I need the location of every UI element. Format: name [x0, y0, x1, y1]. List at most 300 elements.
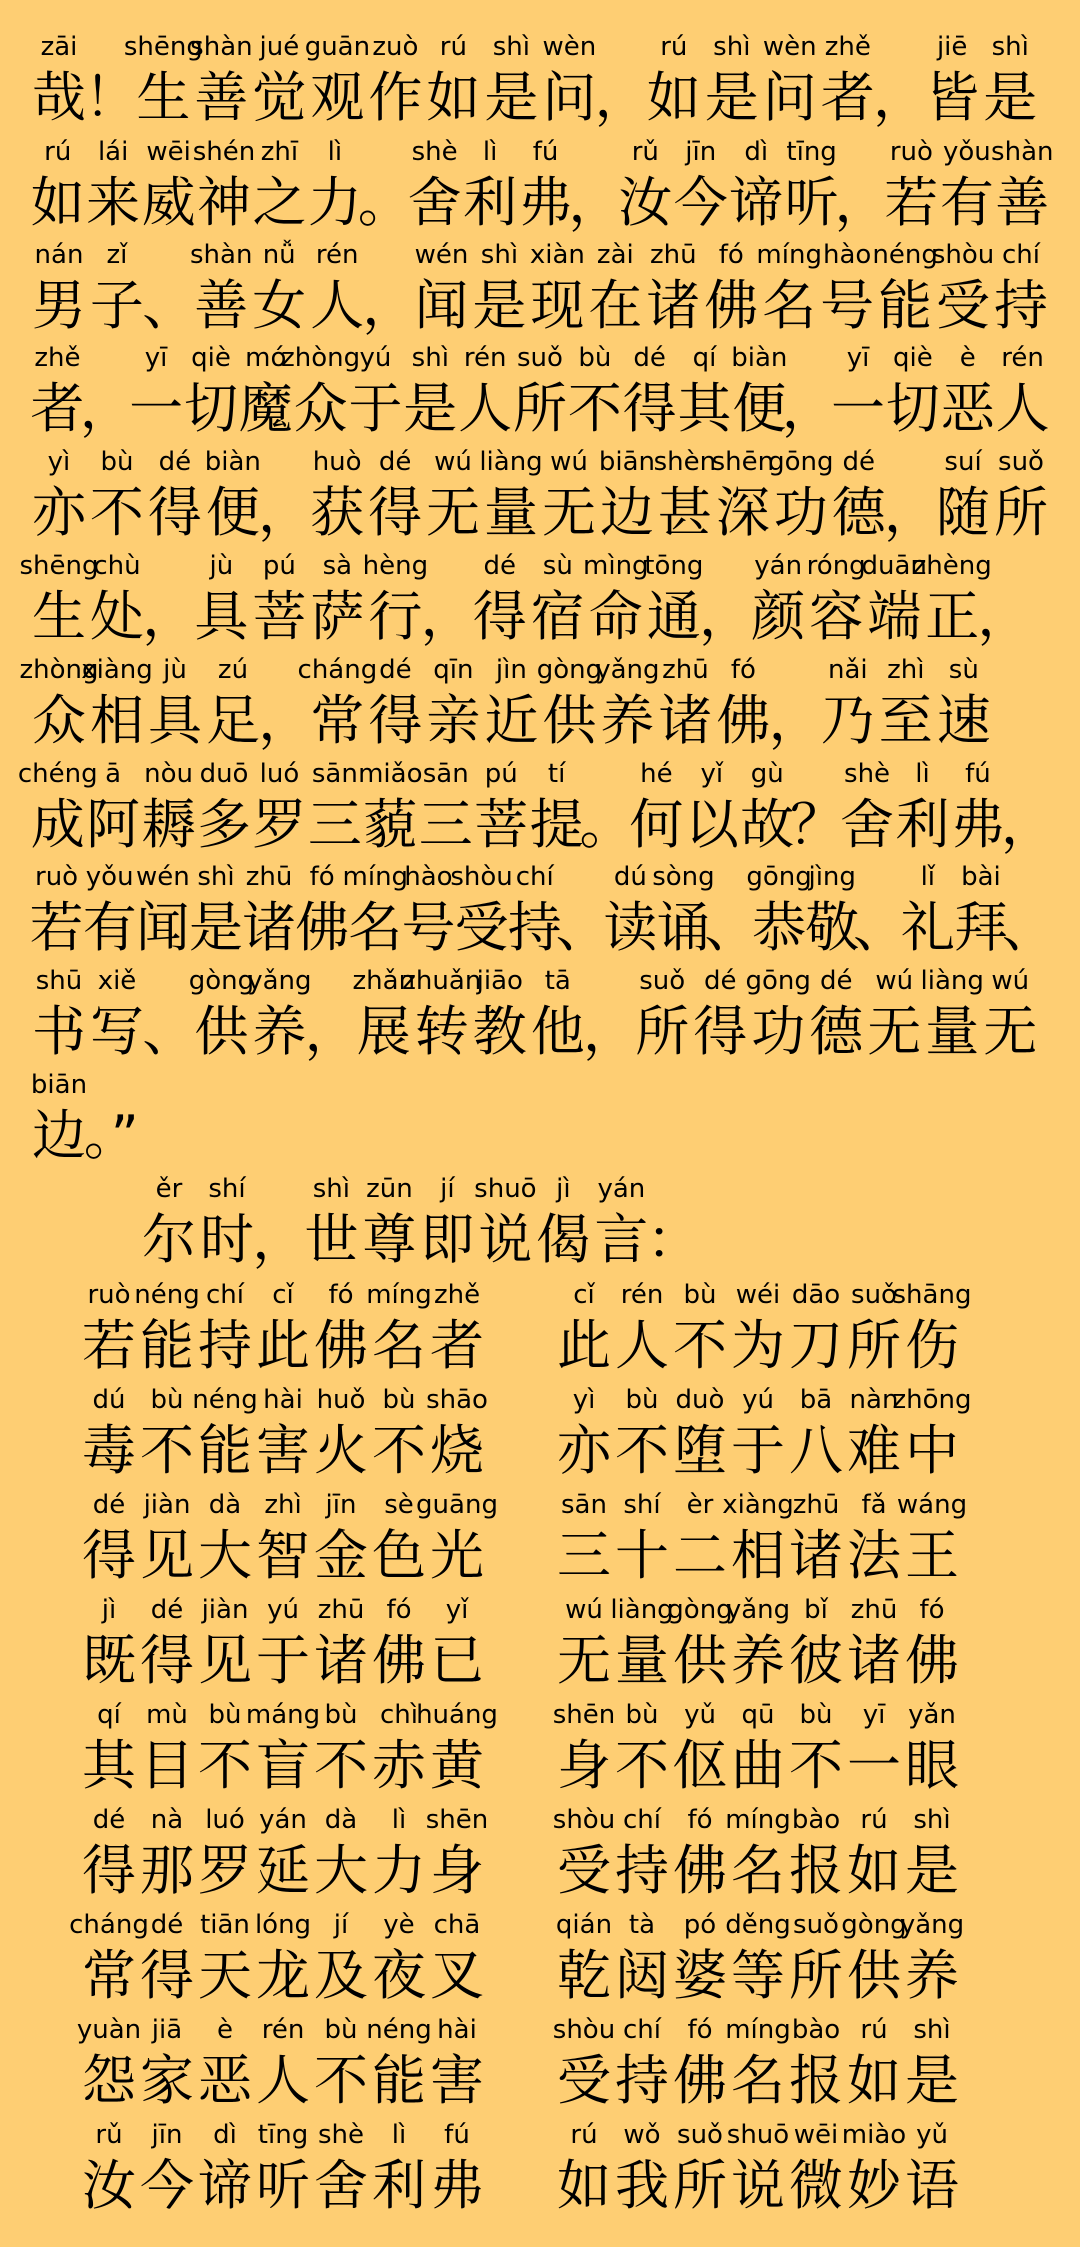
pinyin: jiàn — [143, 1490, 191, 1520]
hanzi: 、 — [853, 896, 907, 959]
hanzi: 所 — [789, 1944, 843, 2007]
hanzi: 不 — [372, 1419, 426, 1482]
hanzi: 利 — [372, 2154, 426, 2217]
pinyin: yǎng — [595, 655, 660, 685]
pinyin: yǔ — [916, 2120, 948, 2150]
pinyin: bù — [324, 1700, 358, 1730]
hanzi: 供 — [542, 689, 597, 752]
pinyin: yú — [742, 1385, 774, 1415]
pinyin: nǎi — [827, 655, 868, 685]
hanzi: 报 — [789, 1839, 843, 1902]
pinyin: fǎ — [861, 1490, 887, 1520]
pinyin: è — [217, 2015, 233, 2045]
pinyin: yǔ — [684, 1700, 716, 1730]
hanzi: 能 — [372, 2049, 426, 2112]
pinyin: dé — [378, 447, 412, 477]
pinyin: rén — [1001, 343, 1044, 373]
hanzi: 恶 — [940, 377, 995, 440]
hanzi: 于 — [731, 1419, 785, 1482]
pinyin: jīn — [151, 2120, 183, 2150]
pinyin: chì — [380, 1700, 418, 1730]
hanzi: 等 — [731, 1944, 785, 2007]
pinyin: hé — [640, 759, 673, 789]
pinyin: tà — [628, 1910, 656, 1940]
hanzi: 是 — [403, 377, 458, 440]
pinyin: néng — [366, 2015, 432, 2045]
hanzi: 耨 — [141, 793, 196, 856]
pinyin: rú — [570, 2120, 598, 2150]
hanzi: 女 — [252, 274, 307, 337]
pinyin: míng — [342, 862, 409, 892]
pinyin: tōng — [644, 551, 704, 581]
hanzi: 得 — [82, 1524, 136, 1587]
pinyin: dé — [819, 966, 853, 996]
hanzi: 不 — [198, 1734, 252, 1797]
pinyin: fú — [444, 2120, 470, 2150]
pinyin: lì — [391, 1805, 407, 1835]
character-unit — [903, 2013, 961, 2113]
pinyin: sān — [422, 759, 469, 789]
pinyin: pó — [683, 1910, 717, 1940]
hanzi: 闼 — [615, 1944, 669, 2007]
hanzi: 生 — [136, 66, 191, 129]
hanzi: 功 — [751, 1000, 806, 1063]
hanzi: 转 — [414, 1000, 469, 1063]
hanzi: 不 — [89, 481, 144, 544]
hanzi: 号 — [401, 896, 456, 959]
pinyin: jīn — [685, 137, 717, 167]
pinyin: wǒ — [623, 2120, 661, 2150]
pinyin: shì — [312, 1174, 351, 1204]
hanzi: 在 — [588, 274, 643, 337]
pinyin: chí — [515, 862, 554, 892]
pinyin: fó — [687, 2015, 713, 2045]
hanzi: 不 — [567, 377, 622, 440]
pinyin: lóng — [254, 1910, 312, 1940]
hanzi: 火 — [314, 1419, 368, 1482]
pinyin: cǐ — [573, 1280, 595, 1310]
pinyin: dú — [613, 862, 647, 892]
pinyin: shòu — [450, 862, 513, 892]
hanzi: 家 — [140, 2049, 194, 2112]
pinyin: shēn — [711, 447, 775, 477]
pinyin: zhū — [850, 1595, 898, 1625]
hanzi: 、 — [142, 1000, 197, 1063]
pinyin: shàn — [991, 137, 1054, 167]
pinyin: dé — [92, 1490, 126, 1520]
character-unit — [428, 1383, 486, 1483]
pinyin: zhòng — [281, 343, 361, 373]
pinyin: jì — [101, 1595, 117, 1625]
hanzi: 受 — [557, 1839, 611, 1902]
pinyin: shén — [192, 137, 256, 167]
pinyin: shì — [492, 32, 531, 62]
hanzi: 、 — [1001, 896, 1056, 959]
hanzi: ， — [420, 585, 475, 648]
hanzi: 供 — [194, 1000, 249, 1063]
pinyin: shēng — [19, 551, 99, 581]
pinyin: shí — [208, 1174, 246, 1204]
pinyin: sù — [948, 655, 979, 685]
pinyin: liàng — [479, 447, 543, 477]
hanzi: 力 — [307, 171, 362, 234]
hanzi: 诸 — [314, 1629, 368, 1692]
hanzi: 写 — [90, 1000, 144, 1063]
hanzi: 持 — [507, 896, 562, 959]
hanzi: ， — [883, 481, 938, 544]
pinyin: dé — [842, 447, 875, 477]
hanzi: 诸 — [789, 1524, 843, 1587]
pinyin: yì — [572, 1385, 596, 1415]
character-unit — [903, 2118, 961, 2218]
pinyin: dé — [150, 1595, 184, 1625]
hanzi: 量 — [925, 1000, 980, 1063]
hanzi: 亦 — [31, 481, 86, 544]
pinyin: zhū — [245, 862, 293, 892]
hanzi: 故 — [740, 793, 795, 856]
hanzi: 是 — [704, 66, 759, 129]
pinyin: xiàng — [81, 655, 153, 685]
hanzi: 无 — [867, 1000, 922, 1063]
pinyin: shí — [623, 1490, 661, 1520]
pinyin: shè — [411, 137, 458, 167]
pinyin: néng — [134, 1280, 200, 1310]
pinyin: yǎn — [908, 1700, 956, 1730]
hanzi: 婆 — [673, 1944, 727, 2007]
hanzi: 乾 — [557, 1944, 611, 2007]
pinyin: shēn — [425, 1805, 489, 1835]
pinyin: cháng — [297, 655, 378, 685]
hanzi: 子 — [89, 274, 144, 337]
pinyin: wú — [434, 447, 472, 477]
pinyin: sòng — [652, 862, 715, 892]
pinyin: bù — [382, 1385, 416, 1415]
hanzi: 不 — [673, 1314, 727, 1377]
pinyin: shēng — [123, 32, 203, 62]
pinyin: dú — [92, 1385, 126, 1415]
hanzi: 生 — [32, 585, 86, 648]
hanzi: 此 — [557, 1314, 611, 1377]
hanzi: 如 — [426, 66, 481, 129]
hanzi: 力 — [372, 1839, 426, 1902]
hanzi: 罗 — [252, 793, 307, 856]
hanzi: 佛 — [314, 1314, 368, 1377]
prose-line — [0, 445, 1080, 545]
pinyin: néng — [192, 1385, 258, 1415]
pinyin: rén — [620, 1280, 664, 1310]
hanzi: 有 — [82, 896, 137, 959]
pinyin: qiè — [893, 343, 933, 373]
pinyin: fó — [730, 655, 756, 685]
hanzi: 恭 — [752, 896, 807, 959]
hanzi: 能 — [198, 1419, 252, 1482]
pinyin: jì — [556, 1174, 571, 1204]
punctuation — [1001, 860, 1056, 960]
pinyin: rén — [463, 343, 507, 373]
hanzi: 尊 — [362, 1208, 417, 1271]
hanzi: 舍 — [314, 2154, 368, 2217]
pinyin: fó — [919, 1595, 945, 1625]
hanzi: ！ — [84, 66, 139, 129]
hanzi: 害 — [256, 1419, 310, 1482]
pinyin: shì — [913, 2015, 951, 2045]
hanzi: 问 — [762, 66, 817, 129]
hanzi: 三 — [307, 793, 362, 856]
hanzi: 不 — [140, 1419, 194, 1482]
hanzi: ， — [362, 274, 417, 337]
pinyin: mù — [146, 1700, 188, 1730]
hanzi: 量 — [615, 1629, 669, 1692]
pinyin: miào — [841, 2120, 907, 2150]
prose-line — [0, 964, 1080, 1064]
pinyin: hài — [437, 2015, 477, 2045]
hanzi: 不 — [314, 2049, 368, 2112]
gatha-line — [0, 1593, 1080, 1693]
character-unit — [428, 2013, 486, 2113]
pinyin: shì — [913, 1805, 951, 1835]
pinyin: ā — [105, 759, 122, 789]
pinyin: bù — [100, 447, 134, 477]
hanzi: 一 — [129, 377, 184, 440]
hanzi: 乃 — [820, 689, 875, 752]
pinyin: jué — [259, 32, 300, 62]
pinyin: tā — [544, 966, 571, 996]
pinyin: biàn — [731, 343, 788, 373]
hanzi: 叉 — [430, 1944, 484, 2007]
hanzi: 是 — [472, 274, 527, 337]
pinyin: jù — [163, 655, 187, 685]
pinyin: duān — [861, 551, 927, 581]
hanzi: 众 — [32, 689, 86, 752]
pinyin: yǎng — [247, 966, 312, 996]
pinyin: yè — [383, 1910, 415, 1940]
pinyin: zài — [596, 240, 634, 270]
character-unit — [416, 1698, 498, 1798]
hanzi: 烧 — [430, 1419, 484, 1482]
hanzi: 如 — [847, 1839, 901, 1902]
pinyin: hào — [404, 862, 453, 892]
pinyin: yú — [359, 343, 392, 373]
pinyin: máng — [245, 1700, 321, 1730]
hanzi: ， — [79, 377, 134, 440]
hanzi: 人 — [995, 377, 1050, 440]
hanzi: ， — [834, 171, 889, 234]
hanzi: 哉 — [32, 66, 86, 129]
pinyin: shì — [713, 32, 751, 62]
hanzi: 得 — [693, 1000, 748, 1063]
hanzi: 至 — [878, 689, 933, 752]
hanzi: 供 — [673, 1629, 727, 1692]
character-unit — [935, 653, 993, 753]
hanzi: 持 — [615, 1839, 669, 1902]
hanzi: 谛 — [198, 2154, 252, 2217]
hanzi: 诵 — [656, 896, 711, 959]
hanzi: 神 — [197, 171, 251, 234]
pinyin: jí — [333, 1910, 349, 1940]
pinyin: nòu — [144, 759, 193, 789]
hanzi: 刀 — [789, 1314, 843, 1377]
hanzi: 夜 — [372, 1944, 426, 2007]
hanzi: 身 — [557, 1734, 611, 1797]
hanzi: 大 — [198, 1524, 252, 1587]
hanzi: ， — [257, 481, 312, 544]
pinyin: rú — [44, 137, 72, 167]
pinyin: dì — [213, 2120, 237, 2150]
pinyin: sà — [322, 551, 353, 581]
pinyin: zūn — [366, 1174, 413, 1204]
pinyin: suí — [944, 447, 982, 477]
hanzi: 人 — [310, 274, 365, 337]
pinyin: chí — [623, 1805, 661, 1835]
pinyin: qū — [741, 1700, 775, 1730]
hanzi: 汝 — [82, 2154, 136, 2217]
hanzi: 那 — [140, 1839, 194, 1902]
pinyin: xiě — [97, 966, 137, 996]
pinyin: è — [959, 343, 976, 373]
hanzi: 相 — [90, 689, 144, 752]
pinyin: jiē — [936, 32, 968, 62]
pinyin: biān — [598, 447, 655, 477]
hanzi: 现 — [530, 274, 585, 337]
pinyin: hài — [263, 1385, 303, 1415]
prose-line — [0, 341, 1080, 441]
hanzi: 者 — [30, 377, 85, 440]
pinyin: zhèng — [912, 551, 992, 581]
pinyin: liàng — [610, 1595, 674, 1625]
pinyin: shū — [35, 966, 83, 996]
pinyin: shèn — [653, 447, 717, 477]
pinyin: bào — [791, 1805, 841, 1835]
hanzi: 作 — [368, 66, 423, 129]
pinyin: fó — [386, 1595, 412, 1625]
pinyin: wáng — [896, 1490, 968, 1520]
hanzi: 报 — [789, 2049, 843, 2112]
hanzi: 舍 — [407, 171, 462, 234]
hanzi: 佛 — [673, 2049, 727, 2112]
pinyin: tí — [547, 759, 566, 789]
pinyin: sān — [311, 759, 358, 789]
pinyin: yǎng — [899, 1910, 965, 1940]
pinyin: zuò — [372, 32, 419, 62]
hanzi: 今 — [673, 171, 728, 234]
hanzi: 无 — [983, 1000, 1038, 1063]
pinyin: yì — [47, 447, 71, 477]
hanzi: ， — [252, 1208, 307, 1271]
pinyin: jìn — [495, 655, 527, 685]
hanzi: 命 — [588, 585, 643, 648]
hanzi: 伤 — [905, 1314, 959, 1377]
hanzi: 养 — [600, 689, 655, 752]
pinyin: suǒ — [851, 1280, 897, 1310]
pinyin: zhě — [824, 32, 871, 62]
hanzi: 中 — [905, 1419, 959, 1482]
hanzi: 端 — [867, 585, 922, 648]
pinyin: shè — [844, 759, 891, 789]
pinyin: shuō — [726, 2120, 790, 2150]
pinyin: shāng — [892, 1280, 972, 1310]
pinyin: zhū — [792, 1490, 840, 1520]
pinyin: dà — [208, 1490, 242, 1520]
hanzi: 名 — [731, 1839, 785, 1902]
pinyin: ruò — [87, 1280, 131, 1310]
pinyin: huǒ — [316, 1385, 366, 1415]
hanzi: 善 — [995, 171, 1050, 234]
character-unit — [903, 1593, 961, 1693]
pinyin: rú — [860, 1805, 888, 1835]
pinyin: bù — [324, 2015, 358, 2045]
pinyin: yán — [597, 1174, 646, 1204]
hanzi: 。 — [579, 793, 634, 856]
pinyin: fó — [328, 1280, 354, 1310]
pinyin: biàn — [204, 447, 261, 477]
pinyin: bù — [150, 1385, 184, 1415]
hanzi: 正 — [925, 585, 980, 648]
hanzi: 恶 — [198, 2049, 252, 2112]
hanzi: 其 — [82, 1734, 136, 1797]
hanzi: ， — [768, 689, 823, 752]
punctuation — [83, 1068, 139, 1168]
pinyin: yú — [267, 1595, 299, 1625]
pinyin: èr — [686, 1490, 714, 1520]
pinyin: chí — [623, 2015, 661, 2045]
gatha-line — [0, 2118, 1080, 2218]
hanzi: 所 — [673, 2154, 727, 2217]
pinyin: lǐ — [920, 862, 936, 892]
hanzi: 切 — [885, 377, 940, 440]
pinyin: zhū — [649, 240, 697, 270]
hanzi: 速 — [936, 689, 991, 752]
hanzi: 目 — [140, 1734, 194, 1797]
hanzi: 无 — [426, 481, 481, 544]
hanzi: 边 — [32, 1104, 86, 1167]
hanzi: 亲 — [426, 689, 481, 752]
hanzi: 不 — [789, 1734, 843, 1797]
hanzi: 天 — [198, 1944, 252, 2007]
character-unit — [903, 1698, 961, 1798]
character-unit — [981, 964, 1039, 1064]
pinyin: qián — [555, 1910, 613, 1940]
pinyin: guāng — [416, 1490, 498, 1520]
hanzi: 善 — [194, 66, 249, 129]
pinyin: bù — [578, 343, 612, 373]
hanzi: 我 — [615, 2154, 669, 2217]
hanzi: 听 — [784, 171, 839, 234]
pinyin: shì — [197, 862, 235, 892]
gatha-line — [0, 1803, 1080, 1903]
hanzi: ， — [304, 1000, 359, 1063]
hanzi: 语 — [905, 2154, 959, 2217]
pinyin: pú — [262, 551, 296, 581]
pinyin: hào — [822, 240, 872, 270]
pinyin: jiā — [151, 2015, 183, 2045]
hanzi: 观 — [310, 66, 365, 129]
pinyin: bù — [208, 1700, 242, 1730]
gatha-line — [0, 1383, 1080, 1483]
hanzi: 持 — [615, 2049, 669, 2112]
hanzi: ， — [872, 66, 927, 129]
hanzi: 多 — [197, 793, 251, 856]
hanzi: 于 — [348, 377, 403, 440]
hanzi: 得 — [368, 481, 423, 544]
hanzi: 诸 — [658, 689, 713, 752]
pinyin: gōng — [768, 447, 834, 477]
pinyin: wú — [550, 447, 588, 477]
pinyin: shēn — [552, 1700, 616, 1730]
hanzi: 延 — [256, 1839, 310, 1902]
prose-line — [0, 135, 1080, 235]
hanzi: 养 — [252, 1000, 307, 1063]
hanzi: 得 — [622, 377, 677, 440]
